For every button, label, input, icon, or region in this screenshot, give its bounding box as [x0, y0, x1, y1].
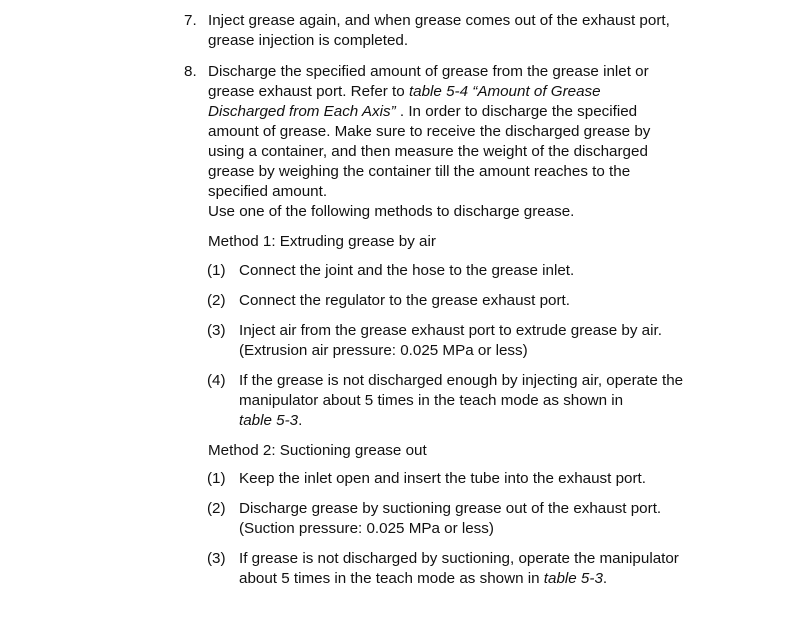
- step-number: 8.: [184, 63, 197, 80]
- step-text: Inject grease again, and when grease comes out of the exhaust port, grease injection is completed.: [208, 12, 670, 49]
- table-reference: table 5-3: [543, 570, 603, 587]
- method-2-title: Method 2: Suctioning grease out: [208, 442, 427, 459]
- table-reference: table 5-4 “Amount of Grease: [408, 83, 601, 100]
- table-reference: table 5-3: [239, 412, 299, 429]
- step-number: 7.: [184, 12, 197, 29]
- table-reference: Discharged from Each Axis”: [208, 103, 396, 120]
- step-text: Discharge the specified amount of grease from the grease inlet or grease exhaust port. Refer to table 5-4 “Amount of Grease Discharged from Each Axis” . In order to discharge the specified amount of grease. Make sure to receive the discharged grease by using a container, and then measure the weight of the discharged grease by weighing the container till the amount reaches to the specified amount. Use one of the following methods to discharge grease.: [208, 63, 651, 220]
- method-1-title: Method 1: Extruding grease by air: [208, 233, 436, 250]
